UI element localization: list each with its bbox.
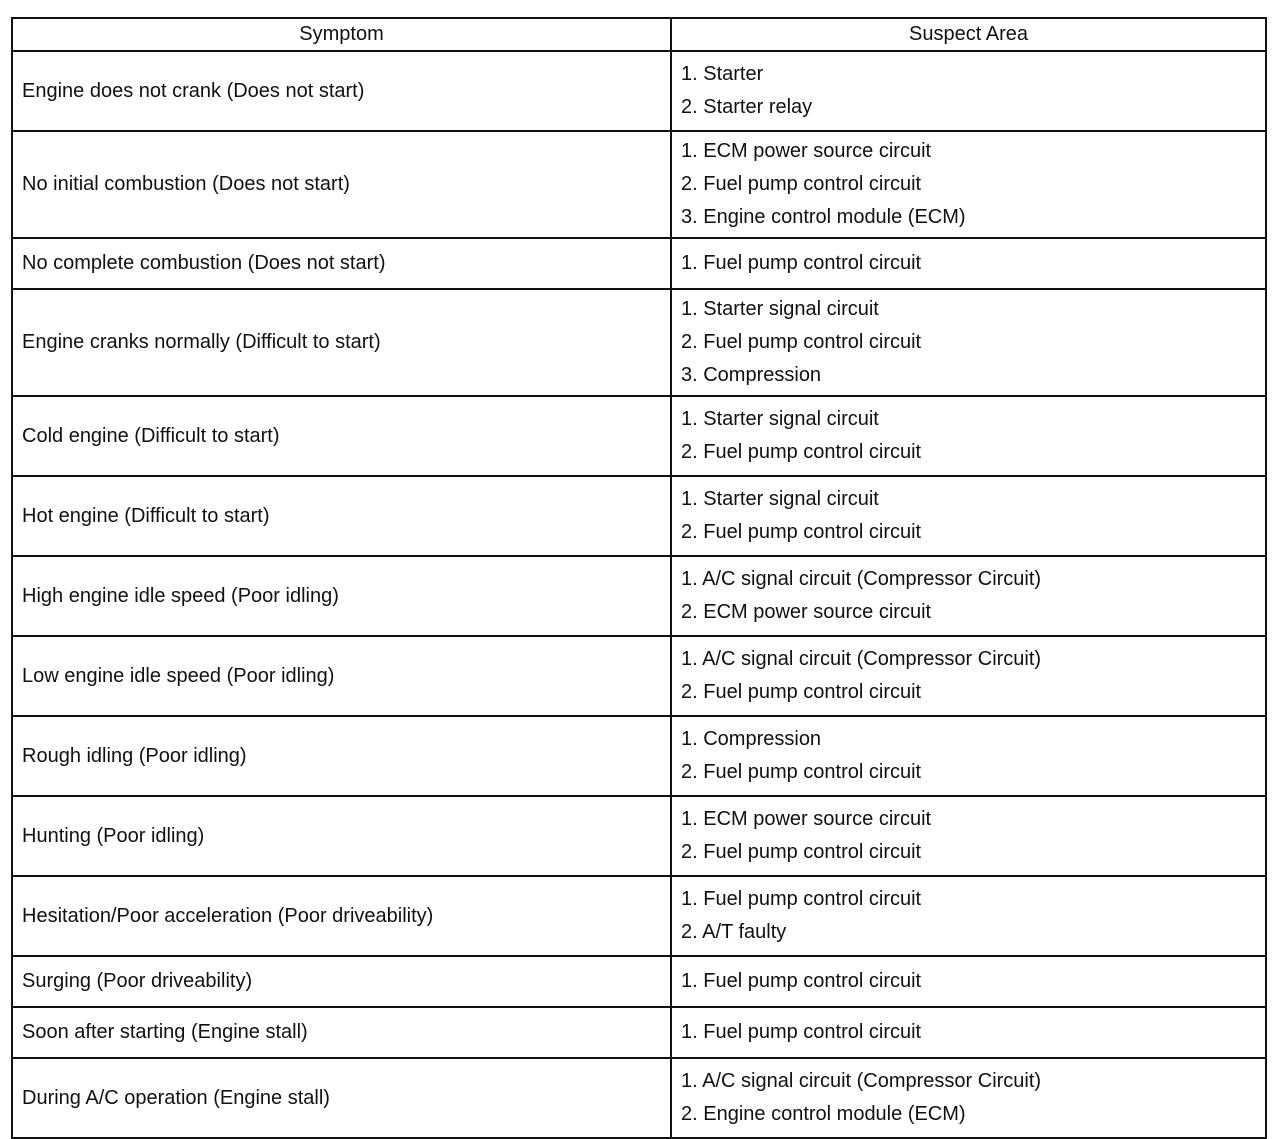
suspect-area-item: 2. Engine control module (ECM) [681,1103,966,1125]
suspect-area-list [681,1016,1265,1049]
suspect-area-cell [671,476,1266,556]
table-row [12,716,1266,796]
suspect-area-cell [671,238,1266,289]
table-row [12,956,1266,1007]
suspect-area-cell [671,131,1266,238]
suspect-area-cell [671,636,1266,716]
table-row [12,476,1266,556]
suspect-area-item: 1. Fuel pump control circuit [681,888,922,910]
suspect-area-list [681,563,1265,629]
symptom-cell: Cold engine (Difficult to start) [12,396,671,476]
suspect-area-item: 1. Starter signal circuit [681,408,879,430]
suspect-area-list [681,58,1265,124]
table-row [12,636,1266,716]
suspect-area-item: 1. A/C signal circuit (Compressor Circuit) [681,648,1042,670]
symptom-cell: Hesitation/Poor acceleration (Poor driveability) [12,876,671,956]
suspect-area-item: 1. Fuel pump control circuit [681,252,922,274]
suspect-area-list [681,965,1265,998]
suspect-area-item: 1. A/C signal circuit (Compressor Circuit) [681,568,1042,590]
suspect-area-item: 2. Fuel pump control circuit [681,173,922,195]
suspect-area-cell [671,51,1266,131]
suspect-area-item: 2. Fuel pump control circuit [681,841,922,863]
suspect-area-list [681,247,1265,280]
suspect-area-item: 2. A/T faulty [681,921,787,943]
suspect-area-list [681,293,1265,392]
table-row [12,131,1266,238]
symptom-cell: Soon after starting (Engine stall) [12,1007,671,1058]
suspect-area-item: 2. ECM power source circuit [681,601,932,623]
suspect-area-list [681,643,1265,709]
suspect-area-item: 2. Fuel pump control circuit [681,521,922,543]
suspect-area-item: 1. Fuel pump control circuit [681,1021,922,1043]
table-body [12,51,1266,1138]
table-row [12,238,1266,289]
symptom-cell: Engine does not crank (Does not start) [12,51,671,131]
suspect-area-item: 1. A/C signal circuit (Compressor Circuit) [681,1070,1042,1092]
suspect-area-item: 3. Engine control module (ECM) [681,206,966,228]
suspect-area-item: 1. Fuel pump control circuit [681,970,922,992]
suspect-area-item: 1. Compression [681,728,822,750]
suspect-area-item: 2. Fuel pump control circuit [681,331,922,353]
suspect-area-item: 1. ECM power source circuit [681,140,932,162]
suspect-area-list [681,723,1265,789]
suspect-area-cell [671,716,1266,796]
suspect-area-cell [671,876,1266,956]
suspect-area-cell [671,1007,1266,1058]
suspect-area-item: 1. Starter signal circuit [681,298,879,320]
symptom-cell: High engine idle speed (Poor idling) [12,556,671,636]
symptom-cell: Low engine idle speed (Poor idling) [12,636,671,716]
symptom-cell: No initial combustion (Does not start) [12,131,671,238]
suspect-area-list [681,883,1265,949]
suspect-area-item: 2. Starter relay [681,96,813,118]
table-row [12,51,1266,131]
suspect-area-item: 2. Fuel pump control circuit [681,761,922,783]
table-row [12,396,1266,476]
suspect-area-cell [671,796,1266,876]
symptom-cell: Hot engine (Difficult to start) [12,476,671,556]
suspect-area-item: 2. Fuel pump control circuit [681,441,922,463]
symptom-cell: No complete combustion (Does not start) [12,238,671,289]
symptom-table [11,17,1267,1139]
suspect-area-cell [671,396,1266,476]
suspect-area-item: 3. Compression [681,364,822,386]
suspect-area-column-header: Suspect Area [671,18,1266,51]
symptom-cell: During A/C operation (Engine stall) [12,1058,671,1138]
symptom-cell: Hunting (Poor idling) [12,796,671,876]
table-row [12,556,1266,636]
header-row [12,18,1266,51]
table-row [12,289,1266,396]
suspect-area-item: 2. Fuel pump control circuit [681,681,922,703]
suspect-area-list [681,1065,1265,1131]
suspect-area-item: 1. ECM power source circuit [681,808,932,830]
suspect-area-list [681,403,1265,469]
suspect-area-list [681,803,1265,869]
symptom-cell: Rough idling (Poor idling) [12,716,671,796]
suspect-area-cell [671,556,1266,636]
table-row [12,796,1266,876]
suspect-area-cell [671,956,1266,1007]
symptom-column-header: Symptom [12,18,671,51]
suspect-area-list [681,483,1265,549]
table-row [12,1007,1266,1058]
suspect-area-list [681,135,1265,234]
suspect-area-cell [671,1058,1266,1138]
table-row [12,876,1266,956]
table-row [12,1058,1266,1138]
suspect-area-cell [671,289,1266,396]
symptom-cell: Surging (Poor driveability) [12,956,671,1007]
suspect-area-item: 1. Starter signal circuit [681,488,879,510]
suspect-area-item: 1. Starter [681,63,764,85]
symptom-cell: Engine cranks normally (Difficult to start) [12,289,671,396]
